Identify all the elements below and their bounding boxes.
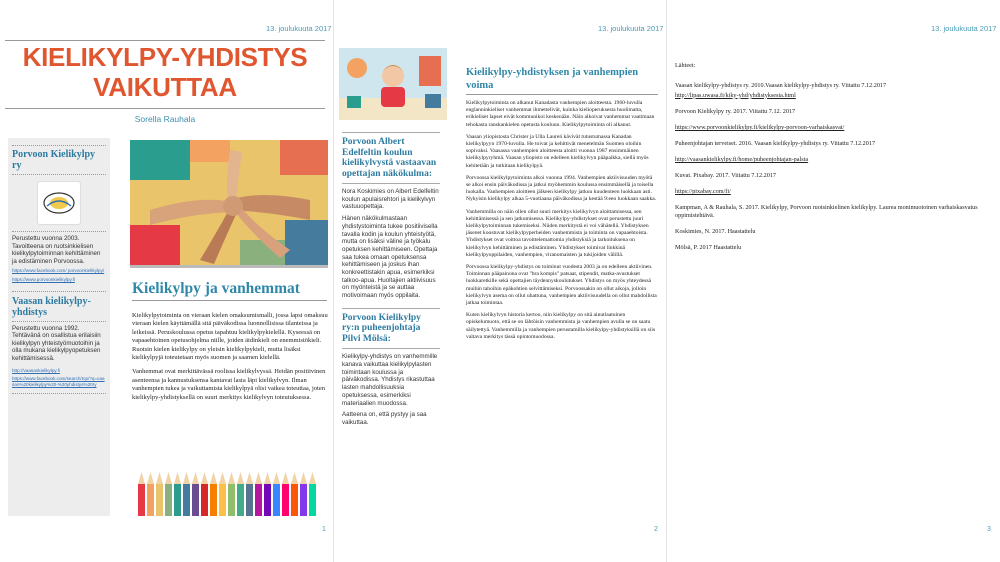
sidebar-text: Perustettu vuonna 1992. Tehtävänä on osallistua erilaisiin kielikylpyn yhteistyömuotoihin ja olla mukana kielikylpyopetuksen kehittämisessä. [12,324,101,362]
interview-text: Hänen näkökulmastaan yhdistystoiminta tukee positiivisella tavalla kodin ja koulun yhteistyötä, mutta on lisäksi väline ja työkalu opetuksen kehittämiseen. Opettaja saa tukea omaan opetuksensa kehittämiseen ja joskus ihan konkreettistakin apua, esimerkiksi talkoo-apua. Huoltajien aktiivisuus on myönteistä ja se auttaa motivoimaan myös oppilaita. [342,215,438,300]
rule [342,132,440,133]
rule [5,40,325,41]
rule [342,308,440,309]
references-label: Lähteet: [675,62,696,69]
rule [5,108,325,109]
rule [342,183,440,184]
page-number: 1 [322,526,326,533]
page-date: 13. joulukuuta 2017 [931,24,997,33]
divider [12,393,106,394]
page-2 [335,0,665,562]
references [675,62,995,260]
interview-text: Kielikylpy-yhdistys on vanhemmille kanava vaikuttaa kielikylpylasten toimintaan koulussa ja päiväkodissa. Yhdistys rikastuttaa lasten mahdollisuuksia opetuksessa, esimerkiksi materiaalien muodossa. [342,353,438,407]
article-heading: Kielikylpy-yhdistyksen ja vanhempien voima [466,67,639,91]
interview-column [342,128,440,518]
article-body [132,312,328,408]
hands-photo [130,140,328,268]
paragraph: Vanhemmat ovat merkittävässä roolissa kielikylvyssä. Heidän positiivinen asenteensa ja kannustuksensa kantavat lasta läpi kielikylvyn. Ilman vanhempien tukea ja vaikuttamista kielikylpyä olisi vaikea toteuttaa, joten kielikylpy-yhdistyksellä on suuri merkitys kielikylvyn toteutuksessa. [132,368,326,401]
association-logo [37,181,81,225]
divider [12,291,106,292]
page-1 [0,0,333,562]
page-number: 3 [987,526,991,533]
interview-text: Aatteena on, että pystyy ja saa vaikuttaa. [342,411,427,426]
paragraph: Porvoossa kielikylpytoiminta alkoi vuonna 1994. Vanhempien aktiivisuuden myötä se alkoi ensin päiväkodissa ja jatkui myöhemmin koulussa ensimmäisellä ja toisella luokalla. Vanhempien aloitteen jälkeen kielikylpy jatkuu kuudenteen luokkaan asti. Nykyisin kielikylpy alkaa 5-vuotiaana päiväkodissa ja kestää 9:een luokkaan saakka. [466,174,657,203]
pencils-image [134,470,320,516]
sidebar [8,138,110,516]
website-link[interactable]: https://www.porvoonkielikylpy.fi [12,276,75,282]
reference: Mölsä, P. 2017 Haastattelu [675,244,742,252]
paragraph: Vanhemmilla on näin ollen ollut suuri merkitys kielikylvyn aloittamisessa, sen kehittämisessä ja sen jatkumisessa. Kielikylpy-yhdistykset ovat perustettu juuri kielikylpytoiminnan tukemiseksi. Niiden merkitystä ei voi vähätellä. Yhdistyksen jäsenet koostuvat kielikylpyperheiden vanhemmista ja toiminta on vapaaehtoista. Yhdistykset ovat voittoa tavoittelemattomia yhdistyksiä ja tarkoituksena on kielikylvyn kehittäminen ja edistäminen. Yhdistykset toimivat linkkinä kielikylpyoppilaiden, vanhempien, viranomaisten ja tukijoiden välillä. [466,208,649,258]
facebook-link[interactable]: https://www.facebook.com/ porvoonkielikylpy/ [12,268,105,274]
title-line-1: KIELIKYLPY-YHDISTYS [22,42,308,72]
paragraph: Kielikylpytoiminta on alkanut Kanadasta vanhempien aloitteesta. 1960-luvulla englanninkieliset vanhemmat ihmettelivät, kuinka kielioperuksesta huolimatta, erikieliset lapset eivät kommunikoi keskenään. Näin alkoivat vanhemmat vaatimaan tehokasta ranskankielen opetusta kouluun. Kielikylpytoiminta oli alkanut. [466,100,655,128]
sidebar-heading: Porvoon Kielikylpy ry [12,149,96,171]
facebook-link[interactable]: https://www.facebook.com/search/top/?q=vaasan%20kielikylpy%20-%20yhdistys%20ry [12,376,105,387]
reference: Porvoon Kielikylpy ry. 2017. Viitattu 7.12. 2017 [675,107,796,115]
reference-link[interactable]: https://pixabay.com/fi/ [675,188,731,196]
page-3 [667,0,1000,562]
interview-heading: Porvoon Albert Edelfeltin koulun kielikylvystä vastaavan opettajan näkökulma: [342,137,437,179]
website-link[interactable]: http://vaasankielikylpy.fi [12,367,60,373]
page-divider [333,0,334,562]
page-date: 13. joulukuuta 2017 [266,24,332,33]
title-line-2: VAIKUTTAA [93,72,237,102]
reference-link[interactable]: https://www.porvoonkielikylpy.fi/kielikylpy-porvoon-varhaiskasvat/ [675,123,845,131]
paragraph: Kuten kielikylvyn historia kertoo, niin kielikylpy on sitä ainutlaatuinen opiskelumuoto, että se on lähtöisin vanhemmista ja vanhempien avulla se on saatu säilytettyä. Vanhemmilla ja vanhempien perustamilla kielikylpy-yhdistyksillä on siis valtava merkitys tässä opintomuodossa. [466,312,656,340]
paragraph: Porvoossa kielikylpy-yhdistys on toiminut vuodesta 2003 ja on edelleen aktiivinen. Toiminnan pääpainona ovat "bra kompis" patsaat, stipendit, matka-avustukset luokkaretkille sekä opettajien täydennyskoulutukset. Yhdistys on myös yhteydessä muihin tahoihin epäkohtien selvittämiseksi. Porvoossakin on ollut aikoja, jolloin kielikylvyn asema on ollut uhattuna, vanhempien aktiivisuudella on ollut mahdollista jatkaa toimintaa. [466,264,657,307]
author: Sorella Rauhala [134,114,196,124]
rule [342,348,440,349]
interview-text: Nora Koskimies on Albert Edelfeltin koulun apulaisrehtori ja kielikylvyn vastuuopettaja. [342,188,439,211]
rule [132,300,327,301]
article-heading: Kielikylpy ja vanhemmat [132,280,300,297]
divider [12,174,106,175]
page-number: 2 [654,526,658,533]
reference: Kuvat. Pixabay. 2017. Viitattu 7.12.2017 [675,172,777,180]
newsletter-title [5,42,325,102]
paragraph: Kielikylpytoiminta on vieraan kielen omaksumismalli, jossa lapsi omaksuu vieraan kielen käyttämällä sitä päiväkodissa luonnollisissa tilanteissa ja leikeissä. Peruskoulussa opetus tapahtuu kielikylpykielellä. Kyseessä on vapaaehtoinen opetusohjelma niille, joiden äidinkieli on enemmistökieli. Ruotsin kielen kielikylpy on yleisin kielikylpykieli, mutta lisäksi kielikylpyjä toteutetaan myös suomen ja saamen kielellä. [132,312,328,362]
article-body [466,100,658,346]
reference-link[interactable]: http://vaasankielikylpy.fi/home/puheenjohtajan-palsta [675,156,809,164]
reference: Vaasan kielikylpy-yhdistys ry. 2010.Vaasan kielikylpy-yhdistys ry. Viitattu 7.12.2017 [675,81,887,89]
reference-link[interactable]: http://lipas.uwasa.fi/kiky-yhd/yhdistyksesta.html [675,91,796,99]
interview-heading: Porvoon Kielikylpy ry:n puheenjohtaja Pilvi Mölsä: [342,312,421,344]
reference: Kampman, A & Rauhala, S. 2017. Kielikylpy, Porvoon ruotsinkielinen kielikylpy. Laurea monimuotoinen varhaiskasvatus oppimistehtävä. [675,204,978,219]
sidebar-heading: Vaasan kielikylpy-yhdistys [12,295,91,318]
reference: Koskimies, N. 2017. Haastattelu [675,228,756,236]
paragraph: Vaasan yliopistosta Christer ja Ulla Laureń kävivät tutustumassa Kanadan kielikylpyyn 1970-luvulla. He toivat ja kehittivät menetelmän Suomen oloihin sopivaksi. Vaasassa vanhempien aloitteesta aloitti vuonna 1987 ensimmäinen kielikylpyryhmä. Vaasan yliopisto on edelleen kielikylvyn pääpaikka, siellä myös kehitetään ja tutkitaan kielikylpyä. [466,133,649,169]
divider [12,145,106,146]
sidebar-text: Perustettu vuonna 2003. Tavoitteena on ruotsinkielisen kielikylpytoiminnan kehittäminen ja edistäminen Porvoossa. [12,235,101,265]
page-date: 13. joulukuuta 2017 [598,24,664,33]
divider [12,231,106,232]
rule [466,94,658,95]
divider [12,321,106,322]
reference: Puheenjohtajan terveiset. 2016. Vaasan kielikylpy-yhdistys ry. Viitattu 7.12.2017 [675,139,876,147]
child-photo [339,48,447,120]
